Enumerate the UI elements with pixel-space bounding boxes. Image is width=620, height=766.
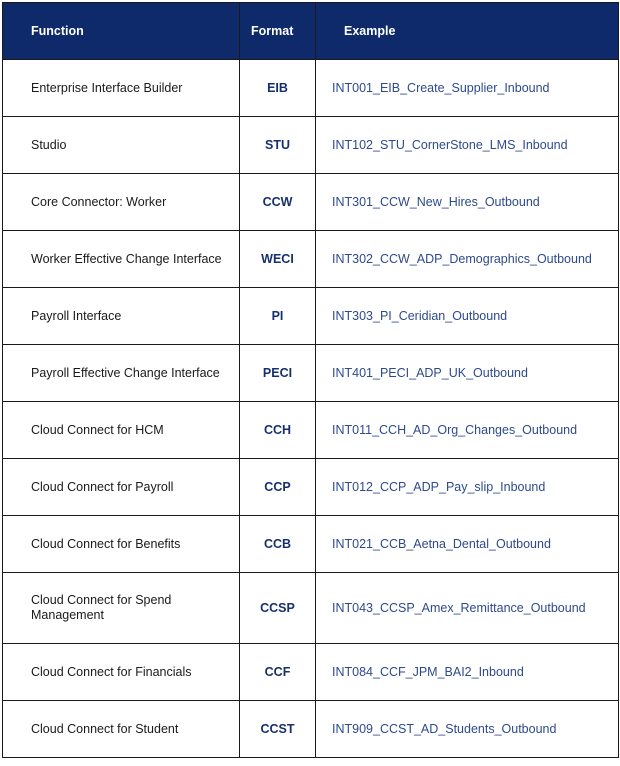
table-row [3, 117, 619, 174]
example-cell: INT102_STU_CornerStone_LMS_Inbound [316, 117, 619, 174]
table-row [3, 60, 619, 117]
example-cell: INT909_CCST_AD_Students_Outbound [316, 701, 619, 758]
table-row [3, 174, 619, 231]
example-cell: INT301_CCW_New_Hires_Outbound [316, 174, 619, 231]
header-format: Format [240, 3, 316, 60]
format-cell: CCW [240, 174, 316, 231]
function-cell: Core Connector: Worker [3, 174, 240, 231]
table-row [3, 644, 619, 701]
example-cell: INT401_PECI_ADP_UK_Outbound [316, 345, 619, 402]
integration-naming-table [2, 2, 619, 758]
table-row [3, 402, 619, 459]
example-cell: INT021_CCB_Aetna_Dental_Outbound [316, 516, 619, 573]
function-cell: Cloud Connect for Student [3, 701, 240, 758]
format-cell: PECI [240, 345, 316, 402]
function-cell: Cloud Connect for Payroll [3, 459, 240, 516]
format-cell: WECI [240, 231, 316, 288]
example-cell: INT043_CCSP_Amex_Remittance_Outbound [316, 573, 619, 644]
header-function: Function [3, 3, 240, 60]
example-cell: INT001_EIB_Create_Supplier_Inbound [316, 60, 619, 117]
format-cell: CCST [240, 701, 316, 758]
example-cell: INT084_CCF_JPM_BAI2_Inbound [316, 644, 619, 701]
header-row [3, 3, 619, 60]
format-cell: CCP [240, 459, 316, 516]
function-cell: Enterprise Interface Builder [3, 60, 240, 117]
table-row [3, 345, 619, 402]
function-cell: Payroll Interface [3, 288, 240, 345]
function-cell: Cloud Connect for Spend Management [3, 573, 240, 644]
format-cell: EIB [240, 60, 316, 117]
header-example: Example [316, 3, 619, 60]
table-row [3, 231, 619, 288]
function-cell: Cloud Connect for HCM [3, 402, 240, 459]
table-row [3, 701, 619, 758]
table-row [3, 288, 619, 345]
table-row [3, 516, 619, 573]
table-body [3, 60, 619, 758]
format-cell: STU [240, 117, 316, 174]
example-cell: INT302_CCW_ADP_Demographics_Outbound [316, 231, 619, 288]
table-header [3, 3, 619, 60]
table-row [3, 573, 619, 644]
example-cell: INT012_CCP_ADP_Pay_slip_Inbound [316, 459, 619, 516]
format-cell: CCB [240, 516, 316, 573]
example-cell: INT011_CCH_AD_Org_Changes_Outbound [316, 402, 619, 459]
format-cell: CCSP [240, 573, 316, 644]
function-cell: Cloud Connect for Financials [3, 644, 240, 701]
format-cell: PI [240, 288, 316, 345]
format-cell: CCF [240, 644, 316, 701]
format-cell: CCH [240, 402, 316, 459]
function-cell: Studio [3, 117, 240, 174]
function-cell: Payroll Effective Change Interface [3, 345, 240, 402]
function-cell: Cloud Connect for Benefits [3, 516, 240, 573]
integration-naming-table-container [2, 2, 619, 758]
example-cell: INT303_PI_Ceridian_Outbound [316, 288, 619, 345]
function-cell: Worker Effective Change Interface [3, 231, 240, 288]
table-row [3, 459, 619, 516]
